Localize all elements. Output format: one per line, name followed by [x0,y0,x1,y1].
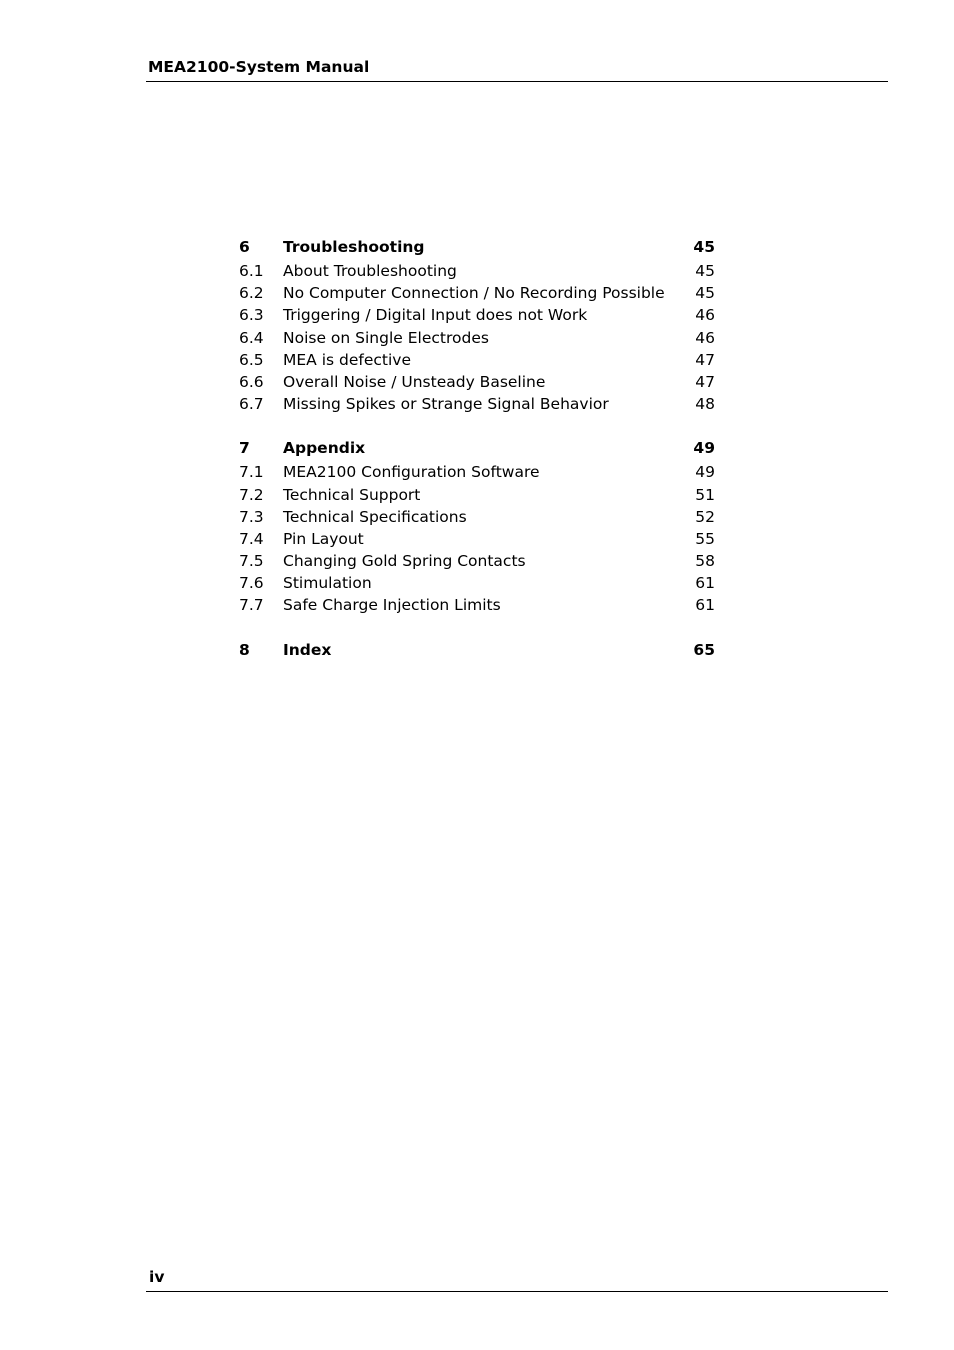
toc-title: Index [283,640,332,659]
toc-title: Safe Charge Injection Limits [283,596,501,615]
toc-page-number: 47 [695,372,715,391]
toc-title: Stimulation [283,574,372,593]
toc-page-number: 49 [695,463,715,482]
toc-chapter-8[interactable] [239,639,715,663]
toc-number: 7.4 [239,529,264,548]
toc-page-number: 45 [695,284,715,303]
toc-page-number: 46 [695,306,715,325]
toc-section-6-5[interactable] [239,349,715,371]
toc-number: 7.2 [239,485,264,504]
toc-title: Troubleshooting [283,238,425,256]
toc-page-number: 61 [695,574,715,593]
manual-title: MEA2100-System Manual [148,58,370,76]
toc-page-number: 45 [693,238,715,256]
toc-number: 8 [239,640,250,659]
toc-section-6-1[interactable] [239,260,715,282]
toc-page-number: 51 [695,485,715,504]
toc-title: Appendix [283,439,366,458]
toc-title: Technical Specifications [283,507,467,526]
toc-section-6-2[interactable] [239,282,715,304]
toc-title: MEA2100 Configuration Software [283,463,540,482]
toc-section-7-7[interactable] [239,594,715,616]
toc-section-6-6[interactable] [239,371,715,393]
toc-page-number: 45 [695,262,715,280]
footer-page-number: iv [149,1268,165,1286]
toc-section-7-2[interactable] [239,484,715,506]
toc-page-number: 58 [695,552,715,571]
toc-title: Missing Spikes or Strange Signal Behavior [283,395,609,414]
toc-number: 7.1 [239,463,264,482]
toc-number: 6.7 [239,395,264,414]
toc-number: 6.1 [239,262,264,280]
toc-section-7-1[interactable] [239,461,715,483]
toc-chapter-7[interactable] [239,437,715,461]
toc-page-number: 52 [695,507,715,526]
toc-title: Overall Noise / Unsteady Baseline [283,372,546,391]
toc-number: 7.3 [239,507,264,526]
toc-page-number: 46 [695,328,715,347]
toc-number: 6.5 [239,350,264,369]
toc-number: 7 [239,439,250,458]
toc-section-6-7[interactable] [239,393,715,415]
page-footer [146,1266,888,1292]
toc-title: Pin Layout [283,529,364,548]
toc-number: 7.6 [239,574,264,593]
toc-number: 6.2 [239,284,264,303]
toc-number: 6.6 [239,372,264,391]
toc-number: 7.5 [239,552,264,571]
toc-number: 6 [239,238,250,256]
toc-number: 7.7 [239,596,264,615]
toc-section-7-6[interactable] [239,572,715,594]
toc-chapter-6[interactable] [239,236,715,260]
toc-page-number: 49 [693,439,715,458]
toc-section-6-3[interactable] [239,304,715,326]
toc-section-7-3[interactable] [239,506,715,528]
toc-title: Noise on Single Electrodes [283,328,489,347]
toc-title: Technical Support [283,485,421,504]
table-of-contents [239,236,715,663]
toc-page-number: 65 [693,640,715,659]
toc-title: Changing Gold Spring Contacts [283,552,526,571]
toc-section-7-4[interactable] [239,528,715,550]
toc-page-number: 61 [695,596,715,615]
toc-page-number: 47 [695,350,715,369]
toc-title: No Computer Connection / No Recording Possible [283,284,665,303]
toc-section-7-5[interactable] [239,550,715,572]
toc-page-number: 48 [695,395,715,414]
toc-title: MEA is defective [283,350,411,369]
page-header [146,56,888,82]
toc-title: About Troubleshooting [283,262,457,280]
toc-number: 6.3 [239,306,264,325]
toc-number: 6.4 [239,328,264,347]
toc-section-6-4[interactable] [239,327,715,349]
toc-page-number: 55 [695,529,715,548]
toc-title: Triggering / Digital Input does not Work [283,306,588,325]
